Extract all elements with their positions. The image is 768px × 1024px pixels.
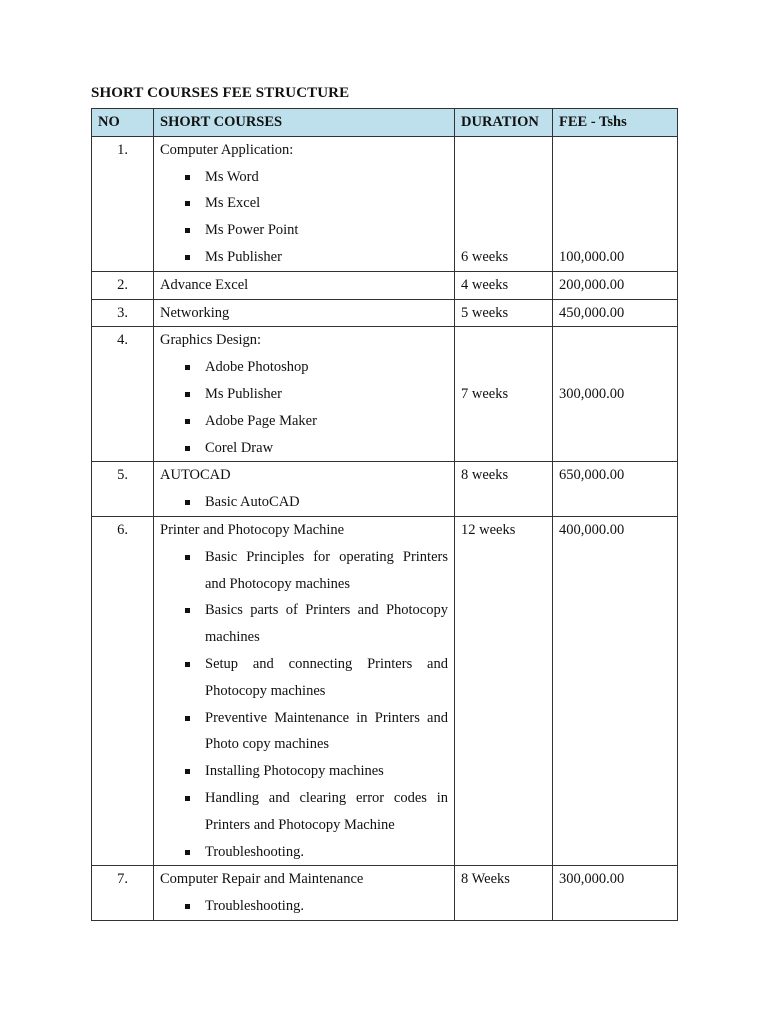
list-item: Ms Word [205, 164, 448, 191]
table-row [92, 866, 678, 921]
header-no: NO [92, 109, 154, 137]
list-item: Ms Excel [205, 190, 448, 217]
course-cell [154, 327, 455, 462]
list-item: Setup and connecting Printers and Photocopy machines [205, 651, 448, 705]
list-item: Adobe Photoshop [205, 354, 448, 381]
fee-cell: 400,000.00 [553, 516, 678, 865]
duration-cell: 5 weeks [455, 299, 553, 327]
duration-cell: 4 weeks [455, 271, 553, 299]
course-title: AUTOCAD [160, 467, 231, 484]
row-no: 5. [92, 462, 154, 517]
table-row [92, 299, 678, 327]
course-topics [160, 164, 448, 271]
table-row [92, 462, 678, 517]
row-no: 6. [92, 516, 154, 865]
list-item: Ms Power Point [205, 217, 448, 244]
table-row [92, 516, 678, 865]
document-title: SHORT COURSES FEE STRUCTURE [91, 85, 350, 101]
row-no: 7. [92, 866, 154, 921]
fee-cell: 200,000.00 [553, 271, 678, 299]
course-cell [154, 516, 455, 865]
fee-cell: 650,000.00 [553, 462, 678, 517]
duration-cell: 6 weeks [455, 136, 553, 271]
course-cell [154, 462, 455, 517]
list-item: Preventive Maintenance in Printers and Photo copy machines [205, 705, 448, 759]
course-topics [160, 489, 448, 516]
list-item: Basics parts of Printers and Photocopy machines [205, 597, 448, 651]
list-item: Troubleshooting. [205, 839, 448, 866]
course-topics [160, 893, 448, 920]
fee-cell: 100,000.00 [553, 136, 678, 271]
row-no: 4. [92, 327, 154, 462]
duration-cell: 7 weeks [455, 327, 553, 462]
course-title: Computer Application: [160, 141, 294, 158]
table-header-row [92, 109, 678, 137]
header-fee: FEE - Tshs [553, 109, 678, 137]
fee-cell: 450,000.00 [553, 299, 678, 327]
header-duration: DURATION [455, 109, 553, 137]
list-item: Installing Photocopy machines [205, 758, 448, 785]
table-row [92, 136, 678, 271]
list-item: Adobe Page Maker [205, 408, 448, 435]
fee-structure-table [91, 108, 678, 921]
list-item: Ms Publisher [205, 244, 448, 271]
list-item: Basic Principles for operating Printers and Photocopy machines [205, 544, 448, 598]
course-title: Computer Repair and Maintenance [160, 871, 364, 888]
course-cell [154, 136, 455, 271]
header-course: SHORT COURSES [154, 109, 455, 137]
duration-cell: 8 Weeks [455, 866, 553, 921]
list-item: Ms Publisher [205, 381, 448, 408]
list-item: Corel Draw [205, 435, 448, 462]
table-row [92, 327, 678, 462]
course-title: Networking [154, 299, 455, 327]
course-topics [160, 544, 448, 866]
row-no: 2. [92, 271, 154, 299]
table-row [92, 271, 678, 299]
course-cell [154, 866, 455, 921]
list-item: Basic AutoCAD [205, 489, 448, 516]
row-no: 3. [92, 299, 154, 327]
duration-cell: 12 weeks [455, 516, 553, 865]
course-title: Graphics Design: [160, 332, 262, 349]
row-no: 1. [92, 136, 154, 271]
fee-cell: 300,000.00 [553, 866, 678, 921]
fee-cell: 300,000.00 [553, 327, 678, 462]
course-title: Advance Excel [154, 271, 455, 299]
list-item: Troubleshooting. [205, 893, 448, 920]
course-topics [160, 354, 448, 461]
list-item: Handling and clearing error codes in Printers and Photocopy Machine [205, 785, 448, 839]
duration-cell: 8 weeks [455, 462, 553, 517]
course-title: Printer and Photocopy Machine [160, 521, 345, 538]
